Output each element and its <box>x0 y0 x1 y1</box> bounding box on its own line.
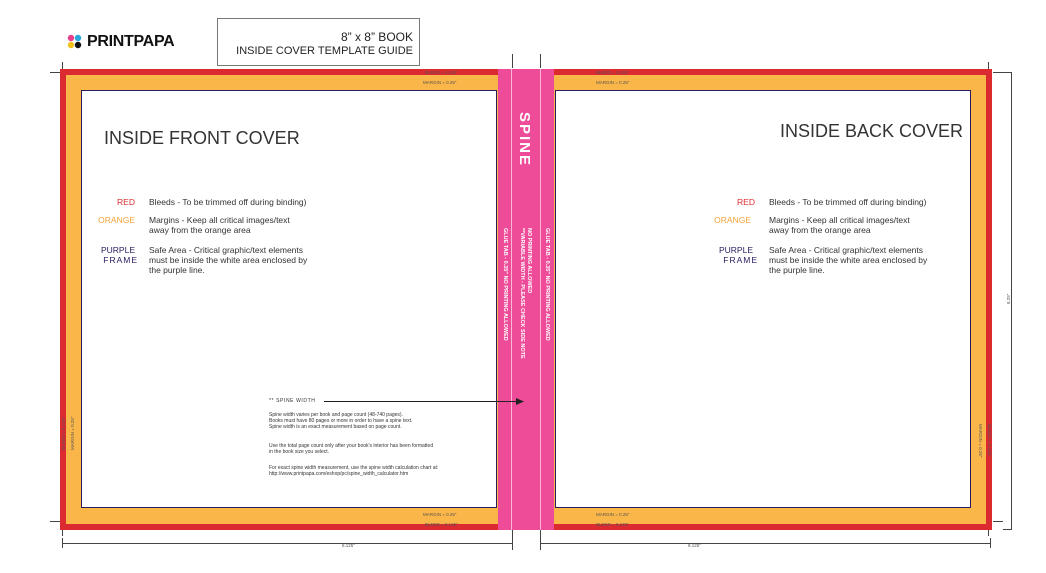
legend-red-text: Bleeds - To be trimmed off during binding) <box>149 197 307 207</box>
arrow-head-icon <box>516 398 524 405</box>
bleed-label-top-left: BLEED = 0.125” <box>425 70 458 75</box>
spine-guide-line <box>512 54 513 68</box>
spine-guide-line <box>540 54 541 68</box>
title-guide: INSIDE COVER TEMPLATE GUIDE <box>236 45 413 57</box>
margin-label-side-right: MARGIN = 0.25” <box>978 424 983 458</box>
width-label-right: 8.125” <box>688 543 701 548</box>
crop-mark <box>50 521 60 522</box>
spine-note-p2-1: Use the total page count only after your book's interior has been formatted <box>269 443 434 449</box>
legend-purple-text-1: Safe Area - Critical graphic/text elements <box>149 245 304 255</box>
margin-label-bottom-left: MARGIN = 0.25” <box>423 512 457 517</box>
width-dimension-right <box>541 543 991 544</box>
spine-no-printing: NO PRINTING ALLOWED <box>526 228 532 294</box>
legend-purple-text-3: the purple line. <box>769 265 825 275</box>
spine-variable-width: **VARIABLE WIDTH - PLEASE CHECK SIDE NOTE <box>519 228 525 359</box>
dimension-tick <box>990 538 991 548</box>
width-label-left: 8.125” <box>342 543 355 548</box>
legend-orange-text-2: away from the orange area <box>149 225 251 235</box>
legend-orange-text-1: Margins - Keep all critical images/text <box>149 215 290 225</box>
spine-width-calculator-link[interactable]: http://www.printpapa.com/eshop/pc/spine_width_calculator.htm <box>269 471 409 477</box>
spine-note-p2-2: in the book size you select. <box>269 449 330 455</box>
legend-purple-key-1: PURPLE <box>718 245 753 255</box>
spine-title: SPINE <box>516 112 533 168</box>
legend-purple-key-2: FRAME <box>723 255 758 265</box>
dimension-tick <box>62 538 63 548</box>
back-cover-heading: INSIDE BACK COVER <box>780 121 964 141</box>
height-dimension <box>1011 72 1012 530</box>
spine-fold-line <box>511 69 512 530</box>
pinwheel-logo-icon <box>66 34 84 50</box>
margin-label-bottom-right: MARGIN = 0.25” <box>596 512 630 517</box>
brand-name: PRINTPAPA <box>87 33 175 50</box>
spine-note-p1-3: Spine width is an exact measurement based on page count. <box>269 424 402 430</box>
legend-purple-key-2: FRAME <box>103 255 138 265</box>
spine-guide-line <box>512 528 513 550</box>
crop-mark <box>50 72 60 73</box>
spine-pointer-arrow <box>324 401 518 402</box>
spine-note-heading: ** SPINE WIDTH <box>269 398 316 404</box>
width-dimension-left <box>62 543 512 544</box>
legend-red-key: RED <box>737 197 755 207</box>
front-cover-heading: INSIDE FRONT COVER <box>104 128 300 148</box>
margin-label-top-left: MARGIN = 0.25” <box>423 80 457 85</box>
legend-purple-text-1: Safe Area - Critical graphic/text elements <box>769 245 924 255</box>
bleed-label-side-right: BLEED = 0.125” <box>987 424 992 457</box>
spine-note-p3-1: For exact spine width measurement, use the spine width calculation chart at: <box>269 465 439 471</box>
spine-note-p1-2: Books must have 80 pages or more in order to have a spine text. <box>269 418 413 424</box>
margin-label-top-right: MARGIN = 0.25” <box>596 80 630 85</box>
dimension-tick <box>1003 72 1012 73</box>
printpapa-logo <box>66 33 174 51</box>
title-size: 8” x 8” BOOK <box>340 30 413 44</box>
legend-orange-key: ORANGE <box>98 215 135 225</box>
legend-orange-text-2: away from the orange area <box>769 225 871 235</box>
height-label: 8.25” <box>1006 293 1011 304</box>
margin-label-side-left: MARGIN = 0.25” <box>70 416 75 450</box>
legend-red-text: Bleeds - To be trimmed off during binding) <box>769 197 927 207</box>
bleed-label-top-right: BLEED = 0.125” <box>596 70 629 75</box>
glue-tab-right: GLUE TAB - 0.35” NO PRINTING ALLOWED <box>544 228 550 341</box>
spine-note-p1-1: Spine width varies per book and page count (48-740 pages). <box>269 412 403 418</box>
spine-guide-line <box>540 528 541 550</box>
glue-tab-left: GLUE TAB - 0.35” NO PRINTING ALLOWED <box>502 228 508 341</box>
legend-orange-key: ORANGE <box>714 215 751 225</box>
bleed-label-bottom-right: BLEED = 0.125” <box>596 522 629 527</box>
dimension-tick <box>1003 529 1012 530</box>
back-safe-area <box>555 90 971 508</box>
legend-orange-text-1: Margins - Keep all critical images/text <box>769 215 910 225</box>
bleed-label-side-left: BLEED = 0.125” <box>61 417 66 450</box>
legend-purple-text-3: the purple line. <box>149 265 205 275</box>
bleed-label-bottom-left: BLEED = 0.125” <box>425 522 458 527</box>
legend-purple-text-2: must be inside the white area enclosed by <box>149 255 308 265</box>
legend-red-key: RED <box>117 197 135 207</box>
legend-purple-text-2: must be inside the white area enclosed by <box>769 255 928 265</box>
legend-purple-key-1: PURPLE <box>100 245 135 255</box>
crop-mark <box>993 521 1003 522</box>
crop-mark <box>993 72 1003 73</box>
spine-fold-line <box>540 69 541 530</box>
template-title-box <box>217 18 420 66</box>
